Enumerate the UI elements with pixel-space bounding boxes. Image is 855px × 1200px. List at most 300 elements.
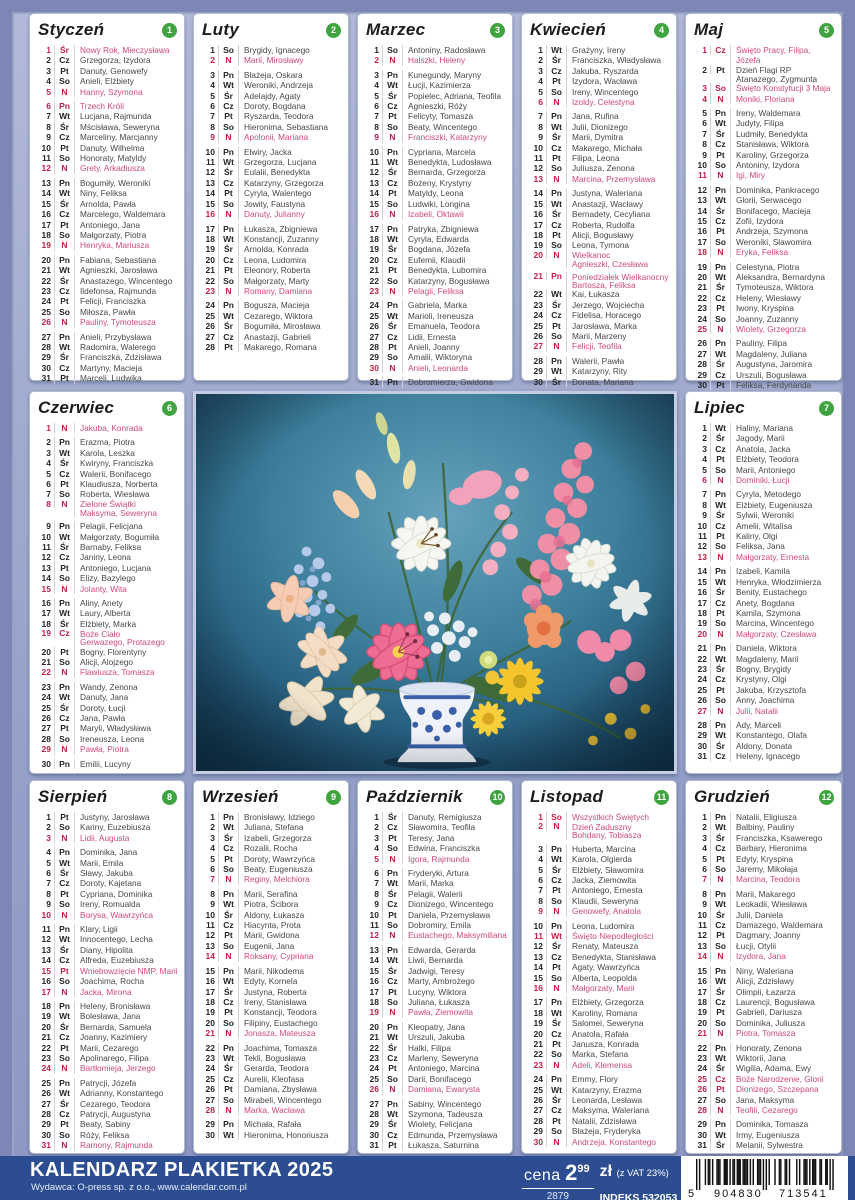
day-number: 7 <box>374 111 379 122</box>
day-row <box>36 296 179 306</box>
weekday-abbr: Pn <box>710 489 730 499</box>
name-days: Pawła, Piotra <box>74 744 179 754</box>
day-number: 27 <box>41 1098 51 1109</box>
day-number: 23 <box>41 285 51 296</box>
day-number: 1 <box>46 45 51 55</box>
day-row <box>528 1116 671 1126</box>
weekday-abbr: N <box>546 251 566 259</box>
weekday-abbr: N <box>218 55 238 65</box>
day-number: 6 <box>538 874 543 885</box>
day-row <box>36 220 179 230</box>
name-days: Honoraty, Zenona <box>730 1043 836 1053</box>
weekday-abbr: N <box>54 87 74 97</box>
day-row <box>692 1043 836 1053</box>
day-row <box>692 380 836 390</box>
day-row <box>528 1126 671 1136</box>
day-row <box>36 87 179 97</box>
day-number: 7 <box>46 878 51 889</box>
weekday-abbr: Pn <box>382 224 402 234</box>
name-days: Celestyna, Piotra <box>730 262 836 272</box>
day-row <box>364 199 507 209</box>
weekday-abbr: Pn <box>382 377 402 387</box>
day-number: 5 <box>538 86 543 97</box>
day-row <box>528 896 671 906</box>
day-row <box>36 608 179 618</box>
name-days: Niny, Feliksa <box>74 188 179 198</box>
day-number: 14 <box>41 573 51 584</box>
day-row <box>36 924 179 934</box>
day-number: 27 <box>697 705 707 716</box>
weekday-abbr: Pt <box>382 833 402 843</box>
barcode <box>681 1156 848 1200</box>
name-days: Marceliny, Marcjanny <box>74 132 179 142</box>
name-days: Darii, Bonifacego <box>402 1074 507 1084</box>
day-number: 21 <box>697 1028 707 1039</box>
day-number: 14 <box>205 951 215 962</box>
name-days: Marioli, Ireneusza <box>402 311 507 321</box>
name-days: Fryderyki, Artura <box>402 868 507 878</box>
day-row <box>692 720 836 730</box>
weekday-abbr: So <box>710 541 730 551</box>
day-number: 11 <box>42 924 51 935</box>
name-days: Sławy, Jakuba <box>74 868 179 878</box>
name-days: Weroniki, Andrzeja <box>238 80 343 90</box>
name-days: Daniela, Przemysława <box>402 910 507 920</box>
day-row <box>364 920 507 930</box>
day-row <box>692 629 836 639</box>
day-number: 11 <box>206 920 215 931</box>
day-number: 3 <box>374 69 379 80</box>
day-number: 14 <box>369 188 379 199</box>
name-days: Jana, Rufina <box>566 111 671 121</box>
day-number: 12 <box>697 541 707 552</box>
name-days: Anety, Bogdana <box>730 598 836 608</box>
month-panel-marzec <box>357 13 513 388</box>
name-days: Grety, Arkadiusza <box>74 163 179 173</box>
name-days: Donata, Mariana <box>566 377 671 387</box>
name-days: Bogumiła, Mirosława <box>238 321 343 331</box>
day-row <box>364 1063 507 1073</box>
weekday-abbr: So <box>382 199 402 209</box>
day-row <box>200 1043 343 1053</box>
day-number: 12 <box>697 184 707 195</box>
weekday-abbr: Pt <box>218 930 238 940</box>
day-number: 27 <box>41 723 51 734</box>
day-row <box>200 1084 343 1094</box>
weekday-abbr: Śr <box>710 910 730 920</box>
day-row <box>528 356 671 366</box>
weekday-abbr: Śr <box>710 833 730 843</box>
name-days: Aldony, Donata <box>730 741 836 751</box>
weekday-abbr: Cz <box>54 1032 74 1042</box>
day-number: 23 <box>205 285 215 296</box>
day-row <box>692 833 836 843</box>
day-row <box>36 734 179 744</box>
day-number: 5 <box>702 464 707 475</box>
day-number: 11 <box>370 920 379 931</box>
day-row <box>692 349 836 359</box>
weekday-abbr: So <box>54 657 74 667</box>
day-row <box>528 230 671 240</box>
day-row <box>528 952 671 962</box>
month-number-badge: 8 <box>162 790 177 805</box>
day-row <box>36 437 179 447</box>
name-days: Franciszka, Władysława <box>566 55 671 65</box>
day-row <box>36 101 179 111</box>
month-number-badge: 3 <box>490 23 505 38</box>
month-panel-kwiecien <box>521 13 677 387</box>
day-number: 27 <box>697 1094 707 1105</box>
name-days: Ady, Marceli <box>730 720 836 730</box>
day-number: 31 <box>41 1140 51 1151</box>
day-row <box>528 1085 671 1095</box>
day-number: 13 <box>205 940 215 951</box>
day-row <box>528 300 671 310</box>
name-days: Jakuba, Krzysztofa <box>730 685 836 695</box>
day-row <box>36 209 179 219</box>
day-row <box>364 147 507 157</box>
day-row <box>200 1119 343 1129</box>
name-days: Marii, Dymitra <box>566 132 671 142</box>
name-days: Jadwigi, Teresy <box>402 966 507 976</box>
weekday-abbr: Wt <box>218 311 238 321</box>
day-row <box>692 618 836 628</box>
weekday-abbr: N <box>54 423 74 433</box>
day-row <box>692 1053 836 1063</box>
day-row <box>528 66 671 76</box>
weekday-abbr: Wt <box>546 289 566 299</box>
day-row <box>36 448 179 458</box>
weekday-abbr: Śr <box>710 587 730 597</box>
day-row <box>364 91 507 101</box>
day-row <box>36 1063 179 1073</box>
day-number: 29 <box>41 744 51 755</box>
day-row <box>200 833 343 843</box>
name-days: Nowy Rok, Mieczysława <box>74 45 179 55</box>
name-days: Grażyny, Ireny <box>566 45 671 55</box>
weekday-abbr: Pt <box>546 1039 566 1049</box>
month-header <box>38 20 177 40</box>
day-number: 22 <box>205 275 215 286</box>
day-number: 2 <box>702 822 707 833</box>
name-days: Jakuba, Konrada <box>74 423 179 433</box>
month-number-badge: 4 <box>654 23 669 38</box>
day-number: 12 <box>369 930 379 941</box>
day-row <box>36 1022 179 1032</box>
weekday-abbr: N <box>218 209 238 219</box>
name-days: Amelii, Witalisa <box>730 521 836 531</box>
day-row <box>200 188 343 198</box>
day-number: 17 <box>369 986 379 997</box>
name-days: Marcina, Teodora <box>730 874 836 884</box>
day-number: 30 <box>697 1129 707 1140</box>
weekday-abbr: Śr <box>54 1022 74 1032</box>
day-number: 18 <box>369 996 379 1007</box>
weekday-abbr: Wt <box>54 934 74 944</box>
day-row <box>200 941 343 951</box>
day-number: 15 <box>205 965 215 976</box>
name-days: Łucji, Kazimierza <box>402 80 507 90</box>
day-row <box>692 587 836 597</box>
weekday-abbr: So <box>710 941 730 951</box>
name-days: Karoliny, Romana <box>566 1008 671 1018</box>
day-number: 15 <box>697 216 707 226</box>
name-days: Henryka, Włodzimierza <box>730 577 836 587</box>
day-number: 18 <box>697 607 707 618</box>
day-number: 14 <box>369 955 379 966</box>
day-row <box>692 272 836 282</box>
weekday-abbr: So <box>710 695 730 705</box>
weekday-abbr: Wt <box>54 265 74 275</box>
weekday-abbr: Wt <box>382 234 402 244</box>
day-number: 15 <box>533 972 543 983</box>
weekday-abbr: N <box>54 910 74 920</box>
weekday-abbr: Pn <box>546 1074 566 1084</box>
month-panel-grudzien <box>685 780 842 1154</box>
day-number: 21 <box>205 1028 215 1039</box>
day-number: 7 <box>538 111 543 122</box>
day-row <box>36 276 179 286</box>
day-row <box>692 706 836 716</box>
weekday-abbr: Cz <box>218 101 238 111</box>
weekday-abbr: Pt <box>710 608 730 618</box>
weekday-abbr: N <box>710 247 730 257</box>
day-number: 18 <box>41 618 51 629</box>
day-row <box>528 962 671 972</box>
weekday-abbr: Śr <box>710 664 730 674</box>
weekday-abbr: Śr <box>546 209 566 219</box>
day-number: 6 <box>374 101 379 112</box>
name-days: Doroty, Kajetana <box>74 878 179 888</box>
weekday-abbr: N <box>546 983 566 993</box>
weekday-abbr: Cz <box>710 370 730 380</box>
month-panel-wrzesien <box>193 780 349 1154</box>
day-number: 26 <box>41 712 51 723</box>
day-number: 30 <box>41 1129 51 1140</box>
weekday-abbr: So <box>546 87 566 97</box>
day-number: 17 <box>41 986 51 997</box>
day-number: 16 <box>41 976 51 987</box>
day-number: 6 <box>374 868 379 879</box>
day-number: 21 <box>697 282 707 293</box>
price-block <box>522 1160 677 1200</box>
day-number: 22 <box>697 292 707 303</box>
weekday-abbr: Cz <box>54 469 74 479</box>
month-header <box>202 20 341 40</box>
name-days: Salomei, Seweryna <box>566 1018 671 1028</box>
name-days: Święto Konstytucji 3 Maja <box>730 83 836 93</box>
day-row <box>200 55 343 65</box>
day-row <box>692 531 836 541</box>
name-days: Marii, Serafina <box>238 889 343 899</box>
weekday-abbr: Pt <box>218 1084 238 1094</box>
weekday-abbr: N <box>546 174 566 184</box>
day-number: 19 <box>697 1007 707 1018</box>
day-number: 9 <box>538 132 543 143</box>
day-row <box>528 111 671 121</box>
name-days: Jarosława, Marka <box>566 321 671 331</box>
weekday-abbr: Wt <box>546 854 566 864</box>
weekday-abbr: Wt <box>710 1130 730 1140</box>
name-days: Iwony, Kryspina <box>730 303 836 313</box>
day-number: 17 <box>41 219 51 230</box>
day-row <box>200 132 343 142</box>
day-number: 9 <box>702 899 707 910</box>
weekday-abbr: Pt <box>710 380 730 390</box>
day-number: 5 <box>46 857 51 868</box>
weekday-abbr: Pt <box>546 1116 566 1126</box>
weekday-abbr: So <box>710 160 730 170</box>
name-days: Janiny, Leona <box>74 552 179 562</box>
name-days: Michała, Rafała <box>238 1119 343 1129</box>
name-days: Magdaleny, Marii <box>730 654 836 664</box>
day-row <box>528 220 671 230</box>
name-days: Agaty, Wawrzyńca <box>566 962 671 972</box>
day-row <box>528 1049 671 1059</box>
name-days: Glorii, Serwacego <box>730 195 836 205</box>
day-row <box>200 244 343 254</box>
day-number: 17 <box>369 223 379 234</box>
day-row <box>36 286 179 296</box>
month-panel-lipiec <box>685 391 842 774</box>
month-number-badge: 12 <box>819 790 834 805</box>
day-row <box>364 945 507 955</box>
name-days: Wielkanoc Agnieszki, Czesława <box>566 251 671 268</box>
day-row <box>36 1053 179 1063</box>
weekday-abbr: So <box>710 237 730 247</box>
weekday-abbr: Pt <box>546 885 566 895</box>
weekday-abbr: Pt <box>218 111 238 121</box>
day-row <box>36 723 179 733</box>
day-number: 10 <box>533 920 543 931</box>
day-number: 19 <box>697 261 707 272</box>
day-row <box>692 899 836 909</box>
day-number: 4 <box>210 843 215 854</box>
name-days: Ryszarda, Teodora <box>238 111 343 121</box>
day-row <box>36 563 179 573</box>
day-row <box>364 1140 507 1150</box>
day-number: 24 <box>697 674 707 685</box>
day-row <box>692 324 836 334</box>
name-days: Jowity, Faustyna <box>238 199 343 209</box>
day-number: 12 <box>533 163 543 174</box>
weekday-abbr: N <box>382 930 402 940</box>
name-days: Alfreda, Euzebiusza <box>74 955 179 965</box>
weekday-abbr: Pn <box>54 598 74 608</box>
day-number: 16 <box>533 209 543 220</box>
weekday-abbr: Cz <box>710 751 730 761</box>
day-row <box>36 910 179 920</box>
weekday-abbr: Śr <box>546 1095 566 1105</box>
day-number: 16 <box>41 209 51 220</box>
weekday-abbr: N <box>710 94 730 104</box>
day-row <box>364 1130 507 1140</box>
day-number: 2 <box>374 822 379 833</box>
weekday-abbr: Pt <box>54 889 74 899</box>
name-days: Jerzego, Wojciecha <box>566 300 671 310</box>
weekday-abbr: Pt <box>54 220 74 230</box>
name-days: Bernarda, Grzegorza <box>402 167 507 177</box>
weekday-abbr: So <box>218 941 238 951</box>
day-number: 23 <box>41 1052 51 1063</box>
weekday-abbr: Pt <box>710 66 730 74</box>
day-row <box>364 843 507 853</box>
name-days: Franciszka, Ksawerego <box>730 833 836 843</box>
weekday-abbr: Cz <box>218 1074 238 1084</box>
day-number: 20 <box>41 1021 51 1032</box>
name-days: Roksany, Cypriana <box>238 951 343 961</box>
day-number: 2 <box>538 821 543 832</box>
day-number: 11 <box>698 531 707 542</box>
day-row <box>36 713 179 723</box>
day-row <box>692 226 836 236</box>
name-days: Danuty, Genowefy <box>74 66 179 76</box>
day-number: 6 <box>702 475 707 486</box>
day-row <box>692 695 836 705</box>
name-days: Bernadety, Cecyliana <box>566 209 671 219</box>
day-number: 4 <box>46 458 51 469</box>
weekday-abbr: Wt <box>710 272 730 282</box>
day-row <box>364 244 507 254</box>
day-number: 13 <box>205 177 215 188</box>
name-days: Joachima, Tomasza <box>238 1043 343 1053</box>
month-header <box>694 20 834 40</box>
day-row <box>692 206 836 216</box>
weekday-abbr: Śr <box>54 45 74 55</box>
day-number: 4 <box>46 847 51 858</box>
day-row <box>692 489 836 499</box>
name-days: Antoniny, Izydora <box>730 160 836 170</box>
weekday-abbr: Pt <box>710 854 730 864</box>
weekday-abbr: Cz <box>54 209 74 219</box>
day-row <box>200 276 343 286</box>
weekday-abbr: Cz <box>546 143 566 153</box>
weekday-abbr: Wt <box>710 1053 730 1063</box>
day-number: 11 <box>534 930 543 941</box>
name-days: Bogusza, Macieja <box>238 300 343 310</box>
day-number: 24 <box>205 300 215 311</box>
name-days: Błażeja, Fryderyka <box>566 1126 671 1136</box>
day-number: 9 <box>46 521 51 532</box>
weekday-abbr: Pn <box>218 70 238 80</box>
weekday-abbr: Śr <box>54 458 74 468</box>
day-number: 13 <box>697 551 707 562</box>
weekday-abbr: So <box>54 1053 74 1063</box>
day-row <box>36 744 179 754</box>
day-number: 23 <box>533 1059 543 1070</box>
weekday-abbr: Pt <box>54 966 74 976</box>
day-number: 13 <box>697 940 707 951</box>
day-number: 6 <box>46 868 51 879</box>
day-number: 25 <box>369 310 379 321</box>
name-days: Boże Ciało Gerwazego, Protazego <box>74 629 179 646</box>
day-row <box>692 577 836 587</box>
day-number: 17 <box>697 986 707 997</box>
day-row <box>200 874 343 884</box>
name-days: Barnaby, Feliksa <box>74 542 179 552</box>
price-sup: 99 <box>577 1163 590 1175</box>
name-days: Roberta, Wiesława <box>74 489 179 499</box>
weekday-abbr: Wt <box>54 111 74 121</box>
day-row <box>36 469 179 479</box>
weekday-abbr: Pt <box>54 143 74 153</box>
day-number: 26 <box>41 317 51 328</box>
name-days: Klary, Ligii <box>74 924 179 934</box>
name-days: Anny, Joachima <box>730 695 836 705</box>
weekday-abbr: Cz <box>546 875 566 885</box>
day-number: 18 <box>41 229 51 240</box>
weekday-abbr: Pt <box>382 342 402 352</box>
